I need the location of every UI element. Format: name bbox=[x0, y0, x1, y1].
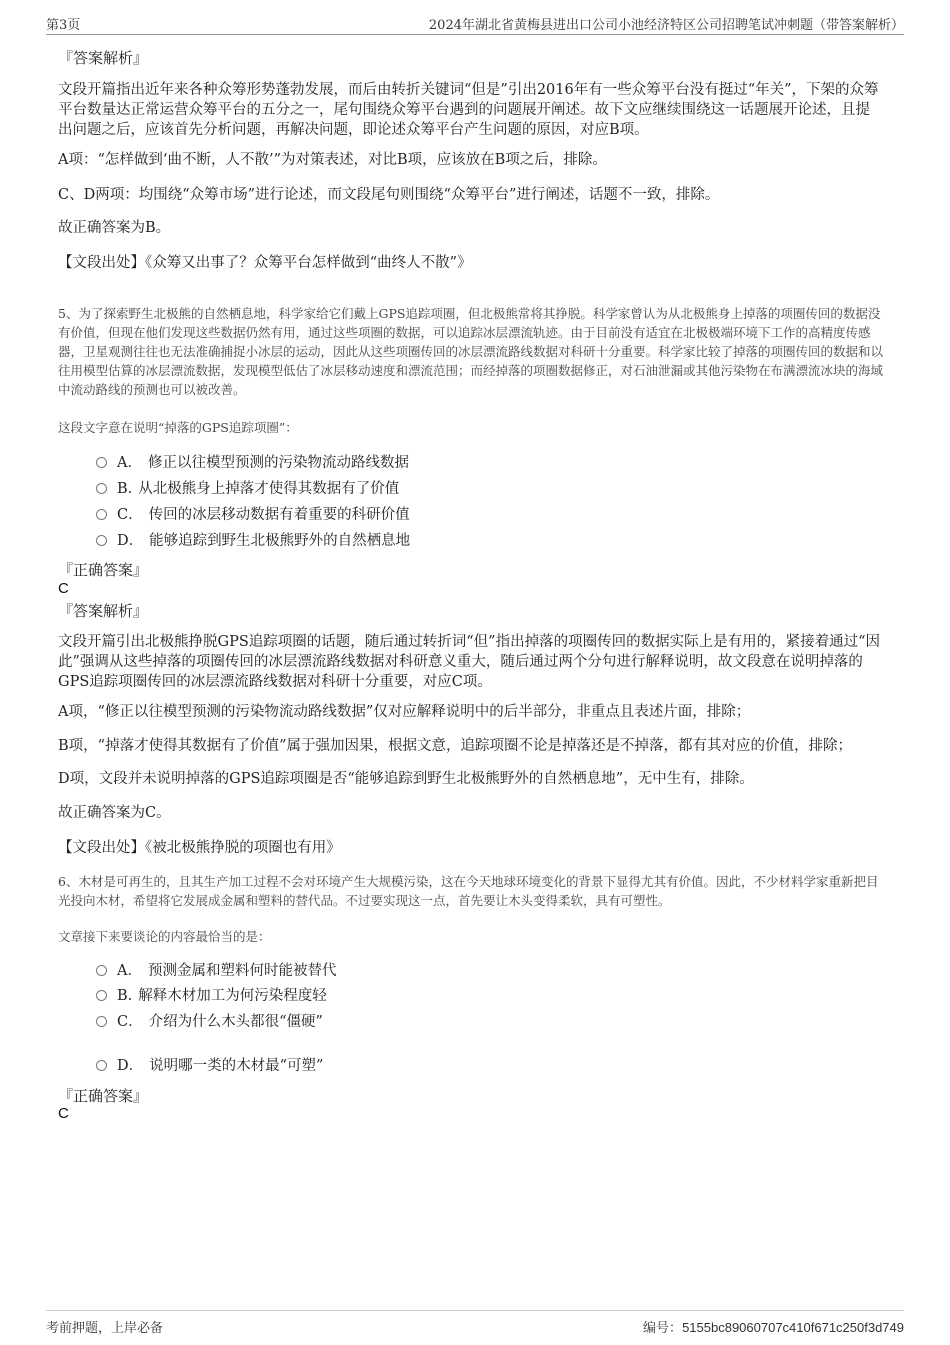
source-citation: 【文段出处】《众筹又出事了？众筹平台怎样做到“曲终人不散”》 bbox=[58, 255, 472, 271]
question-5-option-c[interactable]: C． 传回的冰层移动数据有着重要的科研价值 bbox=[96, 505, 410, 525]
analysis-paragraph: 文段开篇指出近年来各种众筹形势蓬勃发展，而后由转折关键词“但是”引出2016年有一些众筹平台没有挺过“年关”，下架的众筹平台数量达正常运营众筹平台的五分之一，尾句围绕众筹平台遇到的问题展开阐述。故下文应继续围绕这一话题展开论述，且提出问题之后，应该首先分析问题，再解决问题，即论述众筹平台产生问题的原因，对应B项。 bbox=[58, 82, 879, 138]
radio-button-icon[interactable] bbox=[96, 965, 107, 976]
document-title: 2024年湖北省黄梅县进出口公司小池经济特区公司招聘笔试冲刺题（带答案解析） bbox=[428, 18, 904, 33]
document-id-value: 5155bc89060707c410f671c250f3d749 bbox=[682, 1320, 904, 1335]
source-citation: 【文段出处】《被北极熊挣脱的项圈也有用》 bbox=[58, 840, 341, 856]
question-6-option-a[interactable]: A． 预测金属和塑料何时能被替代 bbox=[96, 961, 336, 981]
question-6-stem: 文章接下来要谈论的内容最恰当的是： bbox=[58, 929, 271, 944]
radio-button-icon[interactable] bbox=[96, 1060, 107, 1071]
radio-button-icon[interactable] bbox=[96, 509, 107, 520]
page-footer bbox=[46, 1310, 904, 1339]
question-5-option-b[interactable]: B. 从北极熊身上掉落才使得其数据有了价值 bbox=[96, 479, 399, 499]
analysis-label: 『答案解析』 bbox=[58, 602, 149, 620]
question-5-stem: 这段文字意在说明“掉落的GPS追踪项圈”： bbox=[58, 420, 298, 435]
question-6-option-c[interactable]: C． 介绍为什么木头都很“僵硬” bbox=[96, 1012, 323, 1032]
correct-answer-label: 『正确答案』 bbox=[58, 1087, 149, 1105]
radio-button-icon[interactable] bbox=[96, 483, 107, 494]
analysis-paragraph: 文段开篇引出北极熊挣脱GPS追踪项圈的话题，随后通过转折词“但”指出掉落的项圈传回的数据实际上是有用的，紧接着通过“因此”强调从这些掉落的项圈传回的冰层漂流路线数据对科研意义重大，随后通过两个分句进行解释说明，故文段意在说明掉落的GPS追踪项圈传回的冰层漂流路线数据对科研十分重要，对应C项。 bbox=[58, 634, 881, 690]
correct-answer-value: C bbox=[58, 580, 69, 597]
document-id-label: 编号： bbox=[643, 1321, 683, 1336]
analysis-label: 『答案解析』 bbox=[58, 49, 149, 67]
radio-button-icon[interactable] bbox=[96, 990, 107, 1001]
analysis-paragraph: D项，文段并未说明掉落的GPS追踪项圈是否“能够追踪到野生北极熊野外的自然栖息地”，无中生有，排除。 bbox=[58, 771, 754, 787]
page-header bbox=[46, 14, 904, 35]
correct-answer-value: C bbox=[58, 1105, 69, 1122]
question-5-option-d[interactable]: D． 能够追踪到野生北极熊野外的自然栖息地 bbox=[96, 531, 410, 551]
analysis-paragraph: B项，“掉落才使得其数据有了价值”属于强加因果，根据文意，追踪项圈不论是掉落还是不掉落，都有其对应的价值，排除； bbox=[58, 738, 852, 754]
correct-answer-label: 『正确答案』 bbox=[58, 561, 149, 579]
radio-button-icon[interactable] bbox=[96, 1016, 107, 1027]
radio-button-icon[interactable] bbox=[96, 457, 107, 468]
page-number: 第3页 bbox=[46, 18, 81, 33]
question-6-option-d[interactable]: D． 说明哪一类的木材最“可塑” bbox=[96, 1056, 323, 1076]
analysis-paragraph: C、D两项：均围绕“众筹市场”进行论述，而文段尾句则围绕“众筹平台”进行阐述，话题不一致，排除。 bbox=[58, 187, 720, 203]
analysis-paragraph: A项：“怎样做到‘曲不断，人不散’”为对策表述，对比B项，应该放在B项之后，排除。 bbox=[58, 152, 607, 168]
question-5-option-a[interactable]: A． 修正以往模型预测的污染物流动路线数据 bbox=[96, 453, 409, 473]
question-5-text: 5、为了探索野生北极熊的自然栖息地，科学家给它们戴上GPS追踪项圈，但北极熊常将其挣脱。科学家曾认为从北极熊身上掉落的项圈传回的数据没有价值，但现在他们发现这些数据仍然有用，通过这些项圈的数据，可以追踪冰层漂流轨迹。由于目前没有适宜在北极极端环境下工作的高精度传感器，卫星观测往往也无法准确捕捉小冰层的运动，因此从这些项圈传回的冰层漂流路线数据对科研十分重要。科学家比较了掉落的项圈传回的数据和以往用模型估算的冰层漂流数据，发现模型低估了冰层移动速度和漂流范围；而经掉落的项圈数据修正，对石油泄漏或其他污染物在布满漂流冰块的海域中流动路线的预测也可以被改善。 bbox=[58, 306, 884, 397]
analysis-conclusion: 故正确答案为C。 bbox=[58, 805, 171, 821]
question-6-text: 6、木材是可再生的，且其生产加工过程不会对环境产生大规模污染，这在今天地球环境变化的背景下显得尤其有价值。因此，不少材料学家重新把目光投向木材，希望将它发展成金属和塑料的替代品。不过要实现这一点，首先要让木头变得柔软，具有可塑性。 bbox=[58, 874, 879, 908]
document-id bbox=[643, 1317, 904, 1336]
radio-button-icon[interactable] bbox=[96, 535, 107, 546]
analysis-conclusion: 故正确答案为B。 bbox=[58, 220, 171, 236]
analysis-paragraph: A项，“修正以往模型预测的污染物流动路线数据”仅对应解释说明中的后半部分，非重点且表述片面，排除； bbox=[58, 704, 751, 720]
footer-slogan: 考前押题，上岸必备 bbox=[46, 1321, 164, 1336]
question-6-option-b[interactable]: B. 解释木材加工为何污染程度轻 bbox=[96, 986, 327, 1006]
